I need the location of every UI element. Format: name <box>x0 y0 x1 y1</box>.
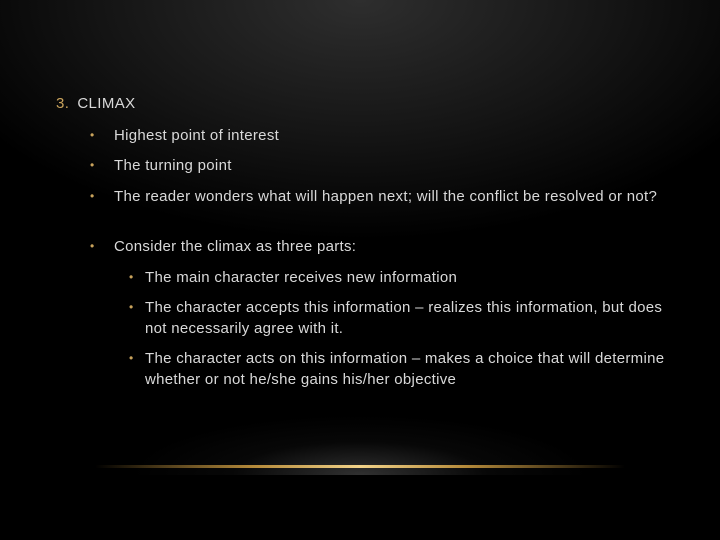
sub-bullet-icon: • <box>129 270 134 284</box>
bullet-item <box>90 125 680 146</box>
sub-bullet-text: The character accepts this information – realizes this information, but does not necessarily agree with it. <box>145 299 663 337</box>
sub-bullet-item <box>129 348 669 390</box>
sub-bullet-icon: • <box>129 300 134 314</box>
bullet-text: Highest point of interest <box>114 127 280 144</box>
bullet-icon: • <box>90 189 95 203</box>
sub-bullet-item <box>129 297 669 339</box>
sub-bullet-item <box>129 267 669 288</box>
sub-bullet-text: The character acts on this information – makes a choice that will determine whether or not he/she gains his/her objective <box>145 350 665 388</box>
bullet-icon: • <box>90 128 95 142</box>
section-heading <box>56 95 136 112</box>
bullet-text: The turning point <box>114 157 232 174</box>
bullet-text: The reader wonders what will happen next; will the conflict be resolved or not? <box>114 188 658 205</box>
bullet-item <box>90 186 680 207</box>
gold-divider-line <box>95 465 625 468</box>
bullet-icon: • <box>90 158 95 172</box>
bullet-text: Consider the climax as three parts: <box>114 238 357 255</box>
sub-bullet-icon: • <box>129 351 134 365</box>
section-title: CLIMAX <box>77 95 136 112</box>
floor-glow <box>130 395 590 475</box>
bullet-item <box>90 155 680 176</box>
sub-bullet-text: The main character receives new information <box>145 269 458 286</box>
bullet-item <box>90 236 680 257</box>
section-number: 3. <box>56 95 70 112</box>
bullet-icon: • <box>90 239 95 253</box>
